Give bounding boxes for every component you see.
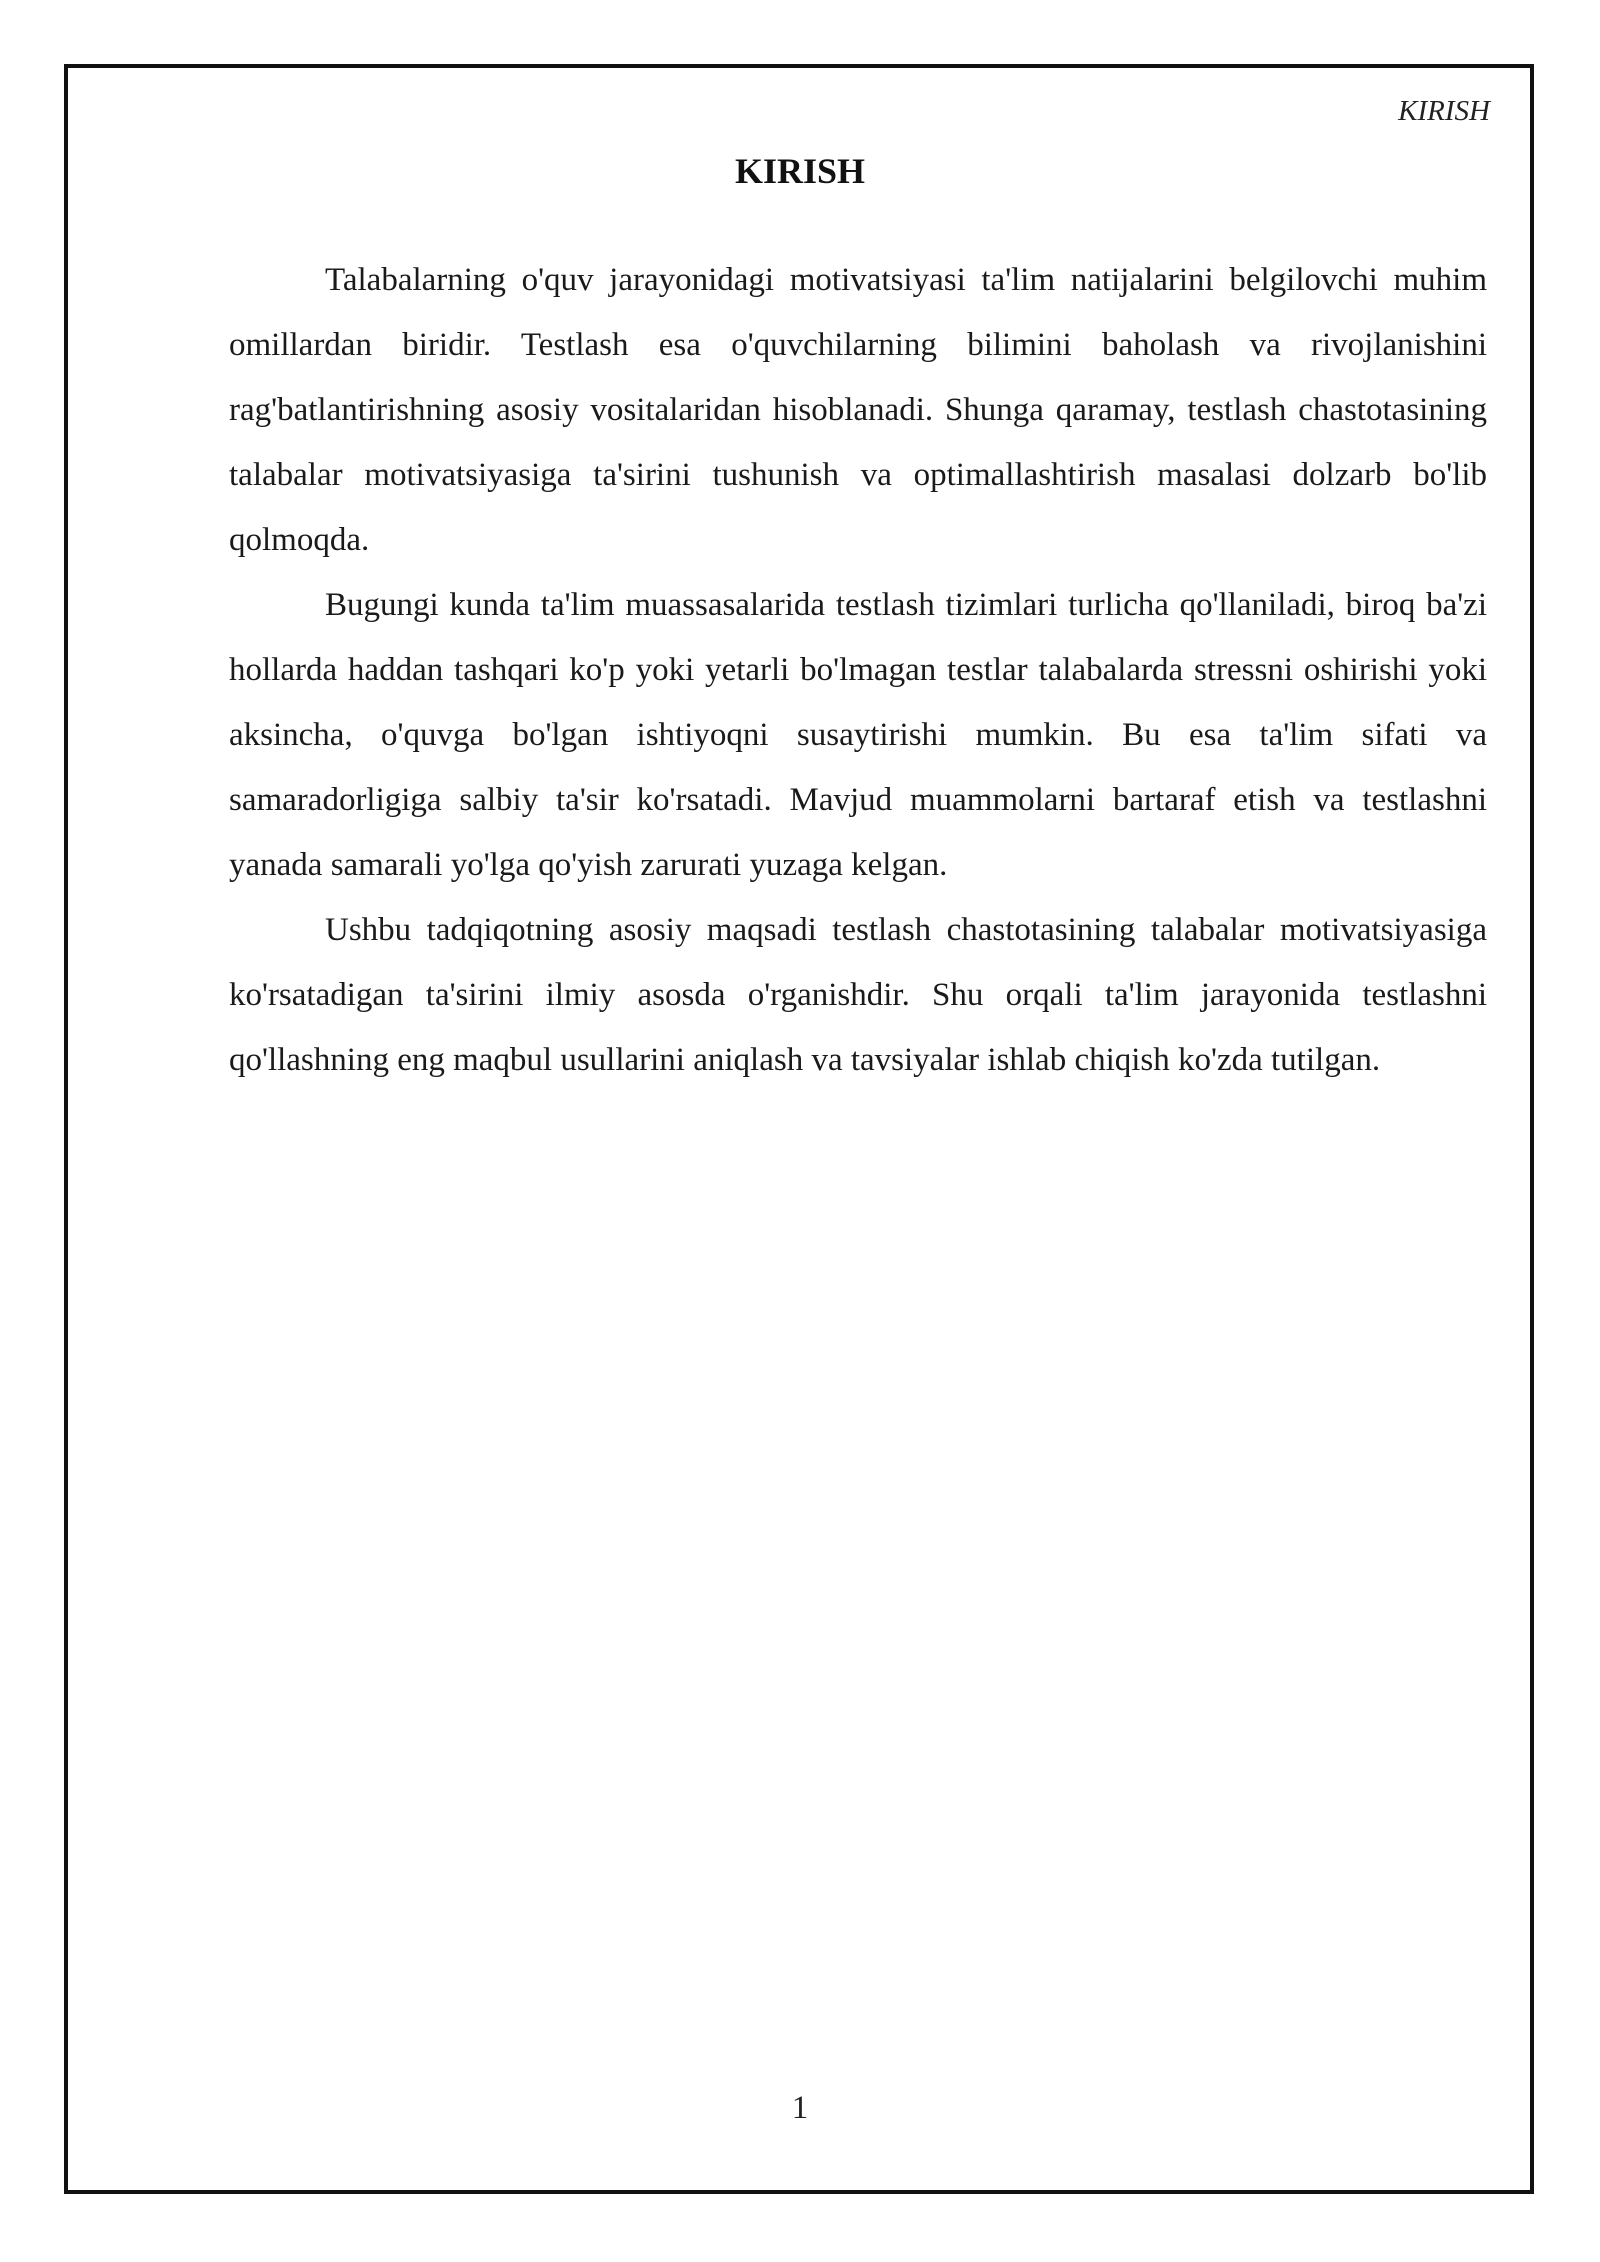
document-title: KIRISH	[734, 151, 866, 191]
paragraph: Talabalarning o'quv jarayonidagi motivatsiyasi ta'lim natijalarini belgilovchi muhim omillardan biridir. Testlash esa o'quvchilarning bilimini baholash va rivojlanishini rag'batlantirishning asosiy vositalaridan hisoblanadi. Shunga qaramay, testlash chastotasining talabalar motivatsiyasiga ta'sirini tushunish va optimallashtirish masalasi dolzarb bo'lib qolmoqda.	[229, 262, 1487, 558]
paragraph: Ushbu tadqiqotning asosiy maqsadi testlash chastotasining talabalar motivatsiyasiga ko'rsatadigan ta'sirini ilmiy asosda o'rganishdir. Shu orqali ta'lim jarayonida testlashni qo'llashning eng maqbul usullarini aniqlash va tavsiyalar ishlab chiqish ko'zda tutilgan.	[229, 912, 1487, 1078]
body-text	[229, 248, 1487, 1093]
running-header: KIRISH	[1398, 95, 1490, 127]
page-number: 1	[791, 2090, 809, 2126]
paragraph: Bugungi kunda ta'lim muassasalarida testlash tizimlari turlicha qo'llaniladi, biroq ba'zi hollarda haddan tashqari ko'p yoki yetarli bo'lmagan testlar talabalarda stressni oshirishi yoki aksincha, o'quvga bo'lgan ishtiyoqni susaytirishi mumkin. Bu esa ta'lim sifati va samaradorligiga salbiy ta'sir ko'rsatadi. Mavjud muammolarni bartaraf etish va testlashni yanada samarali yo'lga qo'yish zarurati yuzaga kelgan.	[229, 587, 1487, 883]
